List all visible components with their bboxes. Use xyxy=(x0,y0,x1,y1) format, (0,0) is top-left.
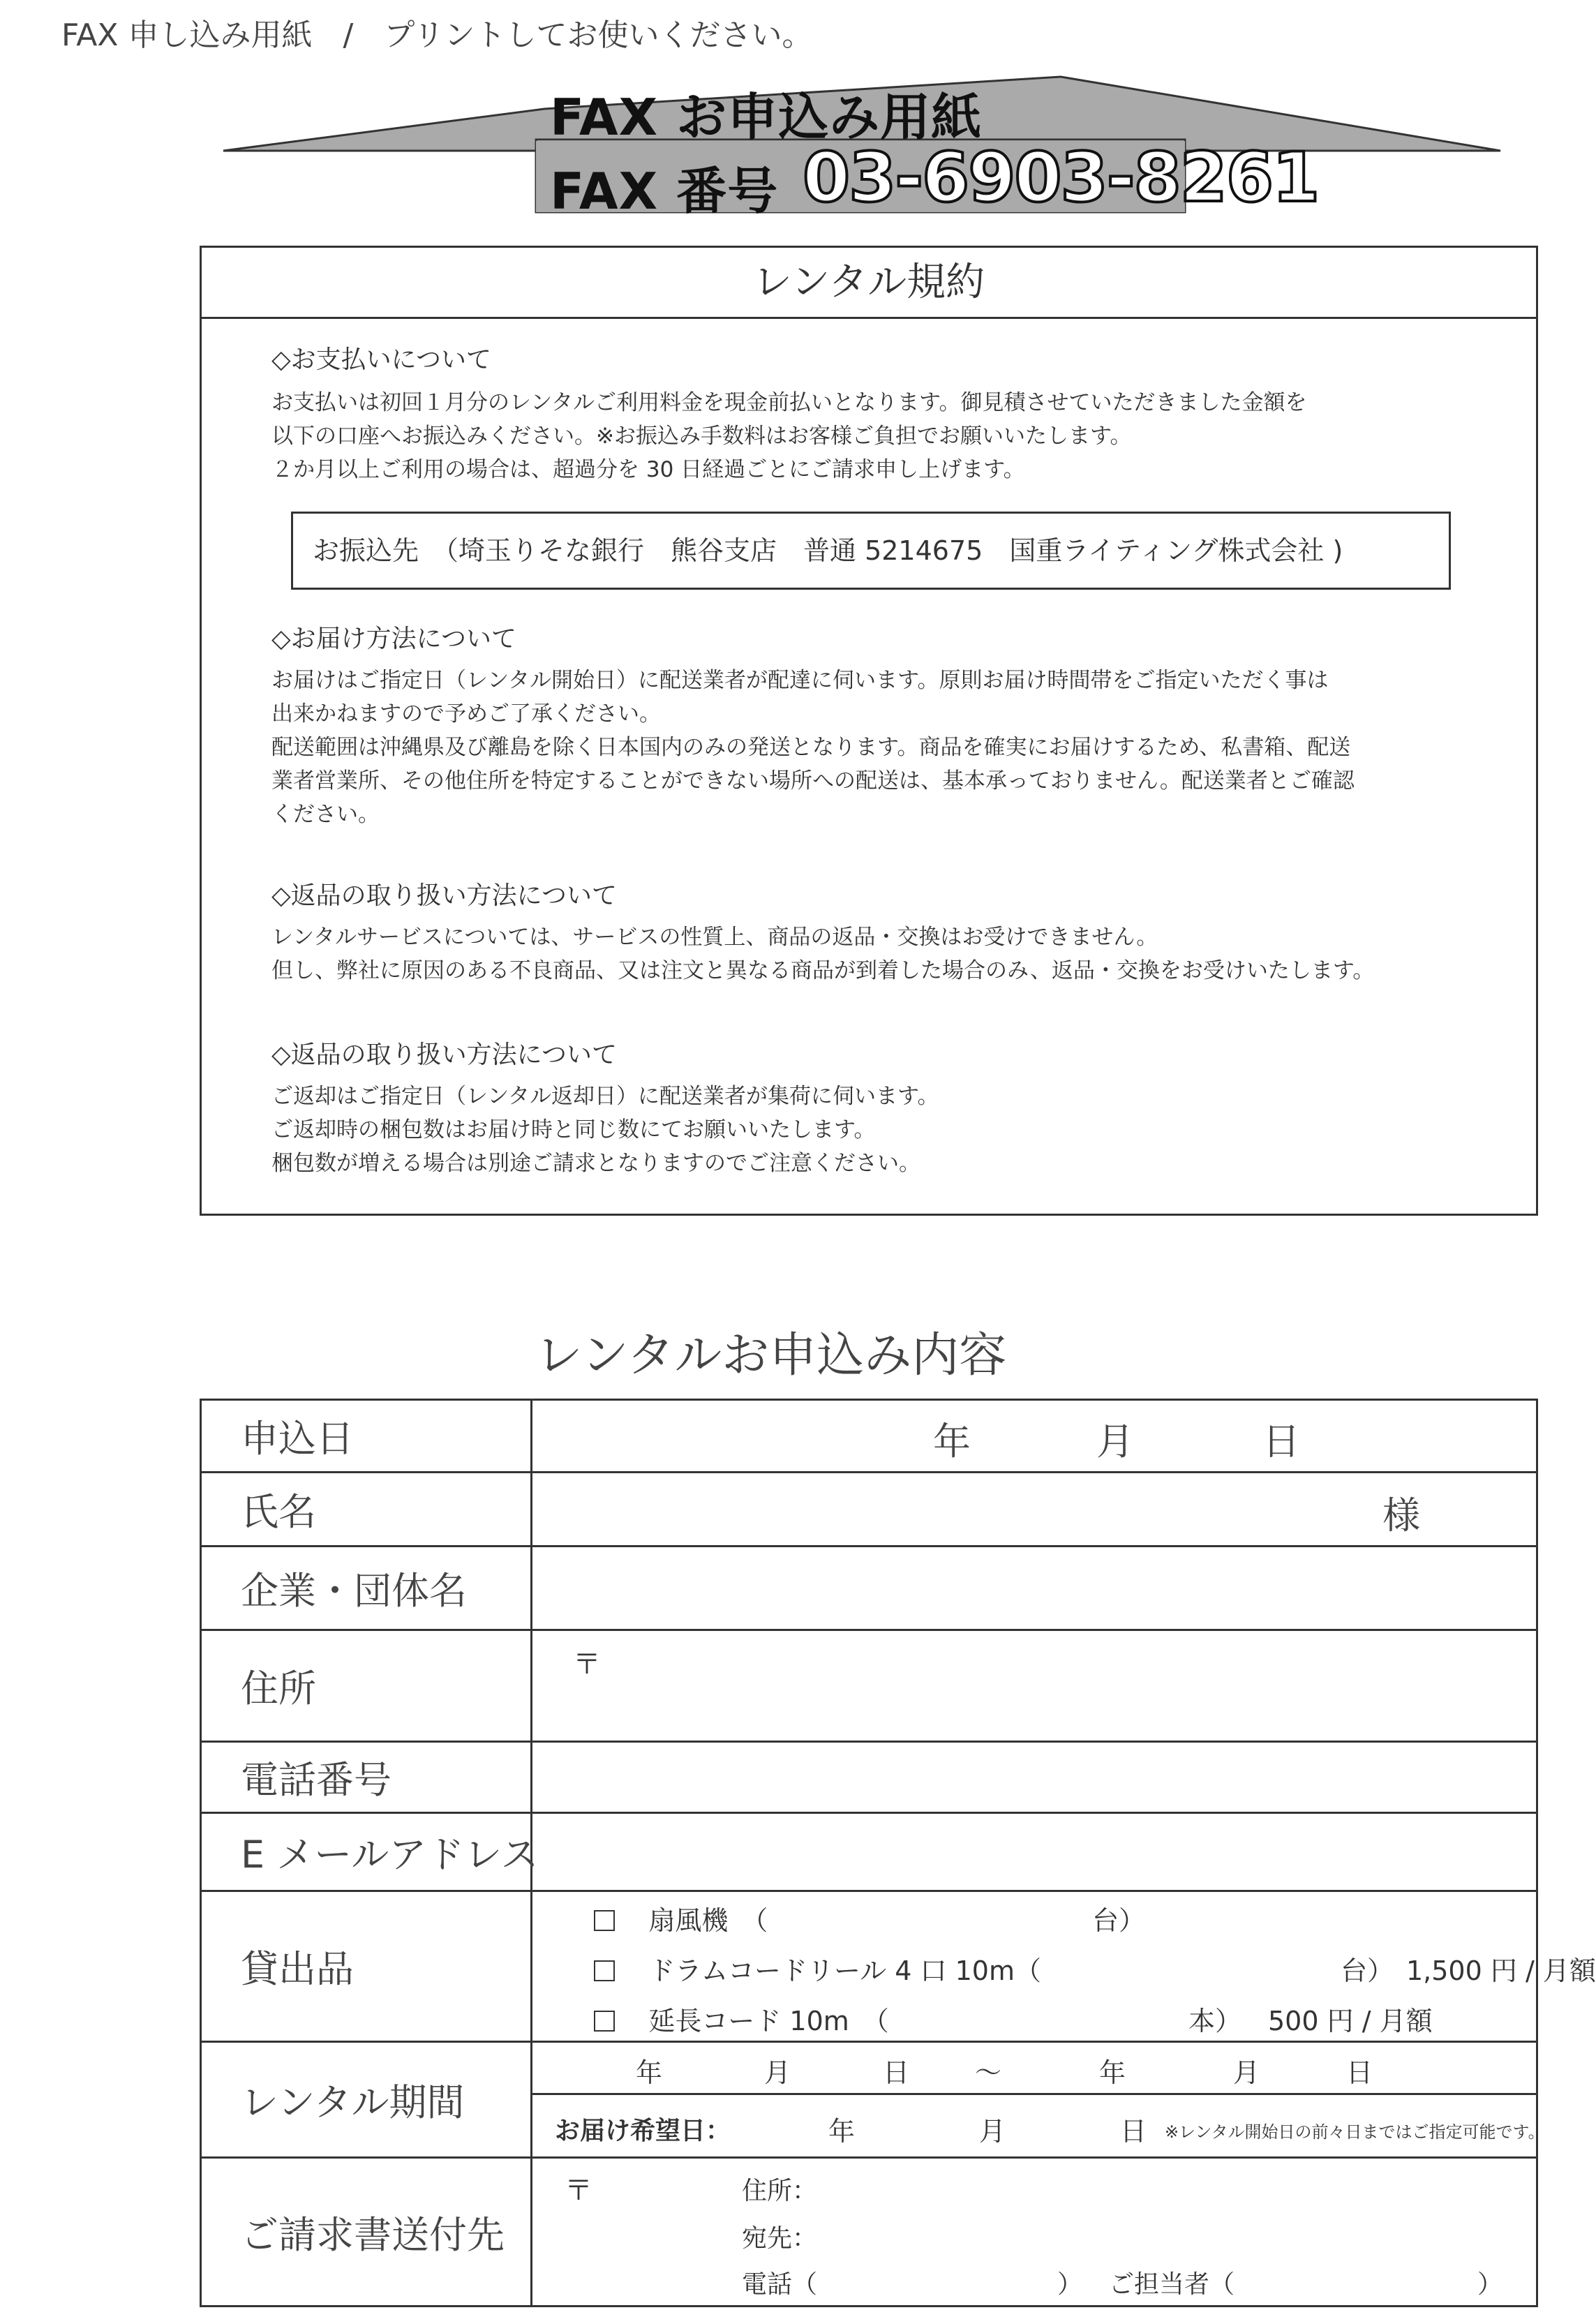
row-address xyxy=(202,1631,1536,1743)
application-date-field[interactable] xyxy=(532,1401,1536,1471)
period-start-month: 月 xyxy=(764,2057,791,2088)
fan-unit: 台） xyxy=(1092,1905,1146,1936)
postal-mark: 〒 xyxy=(573,1648,601,1681)
invoice-phone-open: 電話（ xyxy=(742,2270,818,2299)
item-extension-cord[interactable] xyxy=(594,1999,889,2038)
pickup-line-2: ご返却時の梱包数はお届け時と同じ数にてお願いいたします。 xyxy=(271,1117,876,1142)
name-field[interactable] xyxy=(532,1473,1536,1545)
delivery-note: ※レンタル開始日の前々日まではご指定可能です。 xyxy=(1165,2122,1545,2142)
invoice-postal-mark: 〒 xyxy=(565,2175,592,2207)
pickup-line-3: 梱包数が増える場合は別途ご請求となりますのでご注意ください。 xyxy=(271,1151,920,1176)
drum-cord-unit: 台） xyxy=(1341,1955,1394,1986)
delivery-date-label: お届け希望日： xyxy=(555,2117,731,2145)
delivery-line-5: ください。 xyxy=(271,802,380,827)
label-email: E メールアドレス xyxy=(202,1814,532,1890)
date-month: 月 xyxy=(1096,1419,1134,1463)
terms-title: レンタル規約 xyxy=(202,248,1536,319)
returns-line-1: レンタルサービスについては、サービスの性質上、商品の返品・交換はお受けできません。 xyxy=(271,925,1158,950)
label-rental-items: 貸出品 xyxy=(202,1892,532,2041)
name-suffix: 様 xyxy=(1382,1493,1420,1537)
extension-cord-price: 500 円 / 月額 xyxy=(1268,2006,1433,2036)
delivery-day: 日 xyxy=(1120,2116,1147,2147)
phone-field[interactable] xyxy=(532,1743,1536,1812)
delivery-line-4: 業者営業所、その他住所を特定することができない場所への配送は、基本承っておりません。配送業者とご確認 xyxy=(271,768,1355,793)
label-invoice-destination: ご請求書送付先 xyxy=(202,2159,532,2305)
row-application-date xyxy=(202,1401,1536,1473)
period-end-month: 月 xyxy=(1233,2057,1260,2088)
row-name xyxy=(202,1473,1536,1547)
date-day: 日 xyxy=(1262,1419,1300,1463)
extension-cord-unit: 本） xyxy=(1188,2006,1242,2036)
period-start-day: 日 xyxy=(883,2057,910,2088)
delivery-line-2: 出来かねますので予めご了承ください。 xyxy=(271,701,661,726)
email-field[interactable] xyxy=(532,1814,1536,1890)
item-drum-cord[interactable] xyxy=(594,1949,1041,1988)
pickup-line-1: ご返却はご指定日（レンタル返却日）に配送業者が集荷に伺います。 xyxy=(271,1084,939,1109)
period-tilde: ～ xyxy=(975,2057,1002,2088)
application-title: レンタルお申込み内容 xyxy=(535,1328,1007,1383)
row-rental-items xyxy=(202,1892,1596,2043)
invoice-address-label: 住所： xyxy=(742,2177,818,2205)
drum-cord-price: 1,500 円 / 月額 xyxy=(1406,1955,1596,1986)
section-title-return-pickup: ◇返品の取り扱い方法について xyxy=(271,1041,617,1069)
label-application-date: 申込日 xyxy=(202,1401,532,1471)
row-company xyxy=(202,1547,1536,1631)
extension-cord-label: 延長コード 10m （ xyxy=(648,2006,889,2036)
company-field[interactable] xyxy=(532,1547,1536,1629)
payment-line-2: 以下の口座へお振込みください。※お振込み手数料はお客様ご負担でお願いいたします。 xyxy=(271,424,1132,449)
row-phone xyxy=(202,1743,1536,1814)
row-rental-period xyxy=(202,2043,1545,2159)
fan-label: 扇風機 （ xyxy=(648,1905,768,1936)
payment-line-3: ２か月以上ご利用の場合は、超過分を 30 日経過ごとにご請求申し上げます。 xyxy=(271,457,1025,482)
section-title-returns: ◇返品の取り扱い方法について xyxy=(271,881,617,910)
fax-number-label: FAX 番号 xyxy=(550,162,779,221)
drum-cord-checkbox[interactable] xyxy=(594,1960,615,1981)
invoice-destination-field[interactable] xyxy=(532,2159,1536,2305)
period-start-year: 年 xyxy=(636,2057,663,2088)
date-year: 年 xyxy=(933,1419,971,1463)
fan-checkbox[interactable] xyxy=(594,1910,615,1931)
label-address: 住所 xyxy=(202,1631,532,1741)
invoice-contact-close: ） xyxy=(1477,2270,1503,2299)
page-caption: FAX 申し込み用紙 / プリントしてお使いください。 xyxy=(61,17,813,53)
invoice-phone-close: ） xyxy=(1057,2270,1083,2299)
period-end-day: 日 xyxy=(1346,2057,1373,2088)
address-field[interactable] xyxy=(532,1631,1536,1741)
returns-line-2: 但し、弊社に原因のある不良商品、又は注文と異なる商品が到着した場合のみ、返品・交換をお受けいたします。 xyxy=(271,958,1375,983)
extension-cord-checkbox[interactable] xyxy=(594,2011,615,2032)
section-title-delivery: ◇お届け方法について xyxy=(271,625,516,653)
row-email xyxy=(202,1814,1536,1892)
drum-cord-label: ドラムコードリール 4 口 10m（ xyxy=(648,1955,1041,1986)
label-company: 企業・団体名 xyxy=(202,1547,532,1629)
period-divider xyxy=(532,2093,1536,2095)
application-form xyxy=(200,1399,1596,2307)
rental-items-field xyxy=(532,1892,1596,2041)
banner-title: FAX お申込み用紙 xyxy=(550,88,983,147)
row-invoice-destination xyxy=(202,2159,1536,2305)
fax-number: 03-6903-8261 xyxy=(803,138,1319,218)
invoice-recipient-label: 宛先： xyxy=(742,2224,818,2253)
delivery-month: 月 xyxy=(979,2116,1006,2147)
rental-terms-box xyxy=(200,246,1538,1216)
rental-period-field[interactable] xyxy=(532,2043,1545,2156)
payment-line-1: お支払いは初回１月分のレンタルご利用料金を現金前払いとなります。御見積させていただきました金額を xyxy=(271,390,1307,415)
bank-transfer-info: お振込先 （埼玉りそな銀行 熊谷支店 普通 5214675 国重ライティング株式会社 ) xyxy=(291,512,1451,590)
delivery-line-1: お届けはご指定日（レンタル開始日）に配送業者が配達に伺います。原則お届け時間帯をご指定いただく事は xyxy=(271,668,1329,693)
item-fan[interactable] xyxy=(594,1899,768,1937)
label-phone: 電話番号 xyxy=(202,1743,532,1812)
label-name: 氏名 xyxy=(202,1473,532,1545)
delivery-line-3: 配送範囲は沖縄県及び離島を除く日本国内のみの発送となります。商品を確実にお届けするため、私書箱、配送 xyxy=(271,735,1351,760)
invoice-contact-open: ご担当者（ xyxy=(1109,2270,1235,2299)
delivery-year: 年 xyxy=(828,2116,856,2147)
fax-banner xyxy=(223,75,1500,222)
period-end-year: 年 xyxy=(1099,2057,1126,2088)
label-rental-period: レンタル期間 xyxy=(202,2043,532,2156)
section-title-payment: ◇お支払いについて xyxy=(271,345,491,374)
